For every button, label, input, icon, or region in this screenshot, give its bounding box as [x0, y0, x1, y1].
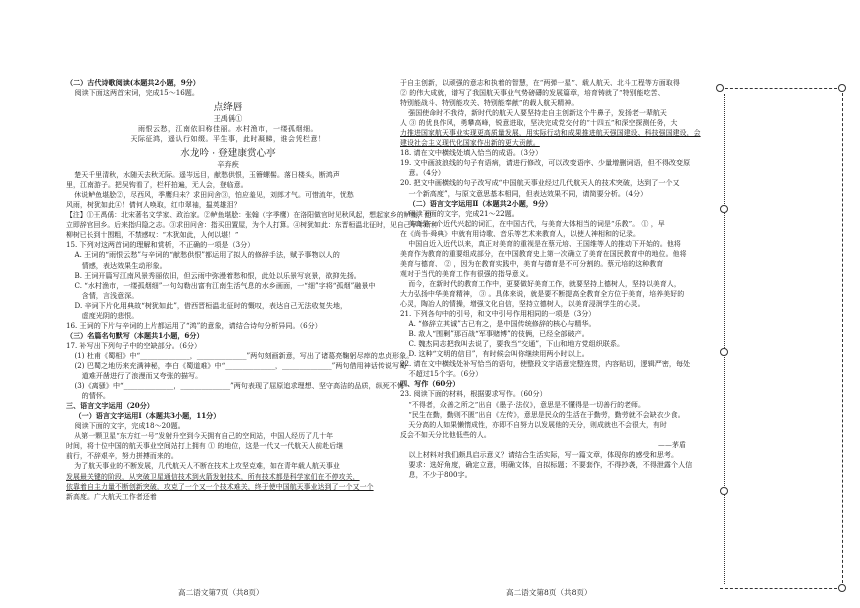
question-21-option-c: C. 魏杰同志把我叫去说了，要我当“交通”，下山和地方党组织联系。	[408, 339, 625, 349]
passage-2: 心灵，陶冶人的情操，增强文化自信，坚持立德树人，以美育浸润学生的心灵。	[400, 300, 645, 309]
poem-note: 【注】①王禹偁：北宋著名文学家、政治家。②鲈鱼堪脍：张翰（字季鹰）在洛阳做官时见秋风起，想起家乡的鲈鱼，便	[66, 211, 432, 220]
question-15-stem: 15. 下列对这两首词的理解和赏析，不正确的一项是（3分）	[66, 240, 255, 250]
right-page	[400, 78, 700, 584]
passage-1-continued: 于自主创新，以顽强的意志和执着的智慧，在“两弹一星”、载人航天、北斗工程等方面取得	[400, 79, 680, 87]
poem-note: 柳树已长到十围粗，不禁感叹：“木犹如此，人何以堪！”	[66, 231, 239, 240]
poetry-intro: 阅读下面这两首宋词，完成15～16题。	[74, 88, 199, 98]
page-footer-right: 高二语文第8页（共8页）	[506, 588, 592, 597]
section-heading-language: 三、语言文字运用（20分）	[66, 401, 154, 411]
passage-2: 在《尚书·舜典》中就有用诗歌、音乐等艺术来教育人，以使人神相和的记录。	[400, 229, 640, 238]
passage-1: 为了航天事业的不断发展，几代航天人不断在技术上攻坚克难，如在青年载人航天事业	[74, 462, 340, 471]
passage-1-continued: 人 ③ 的优良作风，勇攀高峰，锐意进取，坚决完成党交付的“十四五”和深空探测任务，大	[400, 119, 678, 128]
binding-dashed-line-bottom	[720, 588, 842, 589]
binding-hole-icon	[838, 84, 846, 92]
question-17-item: (3)《离骚》中“______________，______________”两句表现了屈原追求理想、坚守高洁的品质，纵死不悔	[74, 381, 404, 391]
question-22: 22. 请在文中横线处补写恰当的语句，使整段文字语意完整连贯，内容贴切，逻辑严密，每处	[400, 359, 691, 369]
poem2-text: 休说鲈鱼堪脍②，尽西风，季鹰归未？求田问舍③，怕应羞见，刘郎才气。可惜流年，忧愁	[74, 191, 354, 200]
writing-prompt: 要求：选好角度，确定立意，明确文体，自拟标题；不要套作，不得抄袭，不得泄露个人信	[408, 459, 693, 469]
question-20: 一个新高度”，与原文意思基本相同，但表达效果不同，请简要分析。（4分）	[408, 188, 648, 198]
question-17-item: (2) 巴蜀之地历来充满神秘，李白《蜀道难》中“______________，______________”两句借用神话传说写蜀	[74, 360, 407, 370]
question-18: 18. 请在文中横线处填入恰当的成语。（3分）	[400, 148, 543, 158]
question-16: 16. 王词的下片与辛词的上片都运用了“鸿”的意象，请结合诗句分析异同。（6分）	[66, 320, 322, 330]
passage-2: 而今，在新时代的教育工作中，更要做好美育工作，就要坚持上德树人，坚持以美育人，	[408, 279, 681, 288]
passage-2: 中国自近入近代以来，真正对美育的重视是在蔡元培、王国维等人的推动下开始的。他将	[408, 239, 681, 248]
writing-material: 反会不如天分比他低些的人。	[400, 430, 491, 439]
passage-1: 新高度。广大航天工作者还着	[66, 492, 157, 501]
binding-hole-icon	[720, 348, 728, 356]
writing-material: 天分高的人如果懒惰成性，亦即不自努力以发展他的天分，则成就也不会很大，有时	[408, 420, 667, 429]
binding-hole-icon	[720, 205, 728, 213]
poem-note: 立即辞官回乡。后来指归隐之志。③求田问舍：指买田置屋，为个人打算。④树犹如此：东晋桓温北征时，见自己早年所种	[66, 221, 439, 230]
poem1-line: 天际征鸿，遥认行如缀。平生事，此时凝睇，谁会凭栏意！	[130, 135, 326, 144]
question-15-option-a: 情感，表达效果生动形象。	[81, 260, 167, 270]
passage-1-underlined: 依靠着自主力量不断创新突破，攻克了一个又一个技术难关，终于使中国航天事业达到了一个又一个	[66, 482, 374, 491]
question-15-option-a: A. 王词的“雨恨云愁”与辛词的“献愁供恨”都运用了拟人的修辞手法，赋予事物以人的	[74, 250, 340, 260]
binding-dashed-line-top	[720, 88, 842, 89]
section-heading-language-2: （二）语言文字运用Ⅱ（本题共2小题，9分）	[408, 198, 553, 208]
passage-1-underlined: 发展最关键的阶段，从突破卫星通信技术到火箭发射技术，所有技术都是科学家们在不停攻关，	[66, 472, 360, 481]
writing-material: “不得者，众善之所之”出自《墨子·法仪》，意思是不懂得是一切善行的老师。	[408, 400, 646, 409]
passage-1: 从第一颗卫星“东方红一号”发射升空到今天拥有自己的空间站，中国人经历了几十年	[74, 432, 334, 441]
binding-dashed-line-right	[842, 88, 843, 588]
passage-1-continued: ② 的伟大成就，谱写了我国航天事业气势磅礴的发展篇章，培育铸就了“特别能吃苦、	[400, 89, 665, 98]
question-21-option-b: B. 敌人“围剿”那百战“军事赌博”的伎俩，已经全部破产。	[408, 329, 589, 339]
page-footer-left: 高二语文第7页（共8页）	[178, 588, 264, 597]
question-17-stem: 17. 补写出下列句子中的空缺部分。（6分）	[66, 340, 202, 350]
question-20: 20. 把文中画横线的句子改写成“中国航天事业经过几代航天人的技术突破，达到了一个又	[400, 178, 680, 188]
writing-material-source: ——茅盾	[658, 440, 686, 449]
question-22: 不超过15个字。（6分）	[408, 369, 483, 379]
writing-prompt: 以上材料对我们颇具启示意义？请结合生活实际，写一篇文章，体现你的感受和思考。	[408, 449, 679, 459]
question-15-option-c: C. “水村渔市，一缕孤烟细”一句勾勒出富有江南生活气息的水乡画面，一“细”字将“孤烟”融景中	[74, 280, 376, 290]
poem1-line: 雨恨云愁，江南依旧称佳丽。水村渔市，一缕孤烟细。	[138, 125, 318, 134]
section-heading-writing: 四、写作（60分）	[400, 379, 460, 389]
question-21-stem: 21. 下列各句中的引号，和文中引号作用相同的一项是（3分）	[400, 309, 596, 319]
poem2-text: 楚天千里清秋，水随天去秋无际。遥岑远目，献愁供恨，玉簪螺髻。落日楼头，断鸿声	[74, 171, 340, 180]
passage-2: 大力弘扬中华美育精神， ③ 。具体来说，就是要不断提高全教育全方位于美育，培养美好的	[400, 289, 685, 298]
binding-hole-icon	[838, 584, 846, 592]
question-15-option-d: D. 辛词下片化用典故“树犹如此”，借西晋桓温北征时的慨叹，表达自己无法收复失地，	[74, 300, 348, 310]
passage-1-wavy: 建设社会主义现代化国家作出新的更大贡献。	[400, 139, 540, 148]
writing-prompt: 息，不少于800字。	[408, 469, 472, 479]
question-17-item: 的情怀。	[81, 391, 110, 401]
passage-2: 美育是一个近代兴起的词汇，在中国古代，与美育大体相当的词是“乐教”。 ① ，早	[408, 219, 665, 228]
passage-1: 前行，不辞艰辛，努力拼搏而来的。	[66, 452, 178, 461]
question-21-option-a: A. “修辞立其诚”古已有之，是中国传统修辞的核心与精华。	[408, 319, 596, 329]
poem1-author: 王禹偁①	[213, 114, 243, 124]
binding-hole-icon	[716, 84, 724, 92]
poem2-text: 风雨，树犹如此④！倩何人唤取，红巾翠袖，揾英雄泪？	[66, 201, 241, 210]
question-19: 意。（4分）	[408, 168, 445, 178]
question-17-item: (1) 杜甫《蜀相》中“______________，______________”两句刻画新意，写出了诸葛亮鞠躬尽瘁的忠贞形象。	[74, 350, 414, 360]
question-17-item: 道难开凿进行了浪漫而又夸张的描写。	[81, 371, 203, 381]
language-2-intro: 阅读下面的文字，完成21～22题。	[408, 208, 519, 218]
passage-2: 观对于当代的美育工作有很强的指导意义。	[400, 269, 533, 278]
binding-dotted-line-left	[724, 94, 725, 584]
language-intro: 阅读下面的文字，完成18～20题。	[74, 421, 185, 431]
question-23: 23. 阅读下面的材料，根据要求写作。（60分）	[400, 389, 547, 399]
poem2-title: 水龙吟 · 登建康赏心亭	[180, 148, 276, 160]
passage-2: 美育作为教育的重要组成部分，在中国教育史上第一次确立了美育在国民教育中的地位。他将	[400, 249, 687, 258]
passage-1: 时间，将十位中国的航天事业空间站打上拥有 ① 的地位，这是一代又一代航天人前赴后继	[66, 442, 344, 451]
question-19: 19. 文中画波浪线的句子有语病，请进行修改，可以改变语序、少量增删词语，但不得改变原	[400, 158, 691, 168]
section-heading-language-1: （一）语言文字运用Ⅰ（本题共3小题，11分）	[74, 411, 221, 421]
passage-2: 美育与德育、 ② ，因为在教育实践中，美育与德育是不可分割的。蔡元培的这种教育	[400, 259, 664, 268]
poem1-title: 点绛唇	[213, 102, 243, 114]
passage-1-wavy: 力推进国家航天事业实现更高质量发展，用实际行动和成果推进航天强国建设、科技强国建设，会	[400, 129, 701, 138]
passage-1-continued: 强国使命时不我待，新时代的航天人要坚持走自主创新这个牛鼻子，发扬老一辈航天	[408, 109, 667, 118]
writing-material: “民生在勤，勤则不匮”出自《左传》，意思是民众的生活在于勤劳，勤劳就不会缺衣少食。	[408, 410, 685, 419]
question-15-option-b: B. 王词开篇写江南风景秀丽依旧，但云雨中弥漫着愁和恨，此处以乐景写哀景，欲抑先扬。	[74, 270, 361, 280]
poem2-author: 辛弃疾	[217, 160, 239, 170]
section-heading-poetry: （二）古代诗歌阅读(本题共2小题，9分）	[66, 78, 200, 87]
passage-1-continued: 特别能战斗、特别能攻关、特别能奉献”的载人航天精神。	[400, 99, 579, 108]
question-15-option-c: 含情，言浅意深。	[81, 290, 139, 300]
binding-margin	[716, 84, 850, 592]
poem2-text: 里，江南游子。把吴钩看了，栏杆拍遍，无人会，登临意。	[66, 181, 248, 190]
binding-hole-icon	[720, 487, 728, 495]
question-21-option-d: D. 这种“文明的信目”，有时候会叫你继续用两小时以上。	[408, 349, 589, 359]
section-heading-recitation: （三）名篇名句默写（本题共1小题，6分）	[66, 330, 204, 340]
question-15-option-d: 虚度光阴的悲恨。	[81, 310, 139, 320]
